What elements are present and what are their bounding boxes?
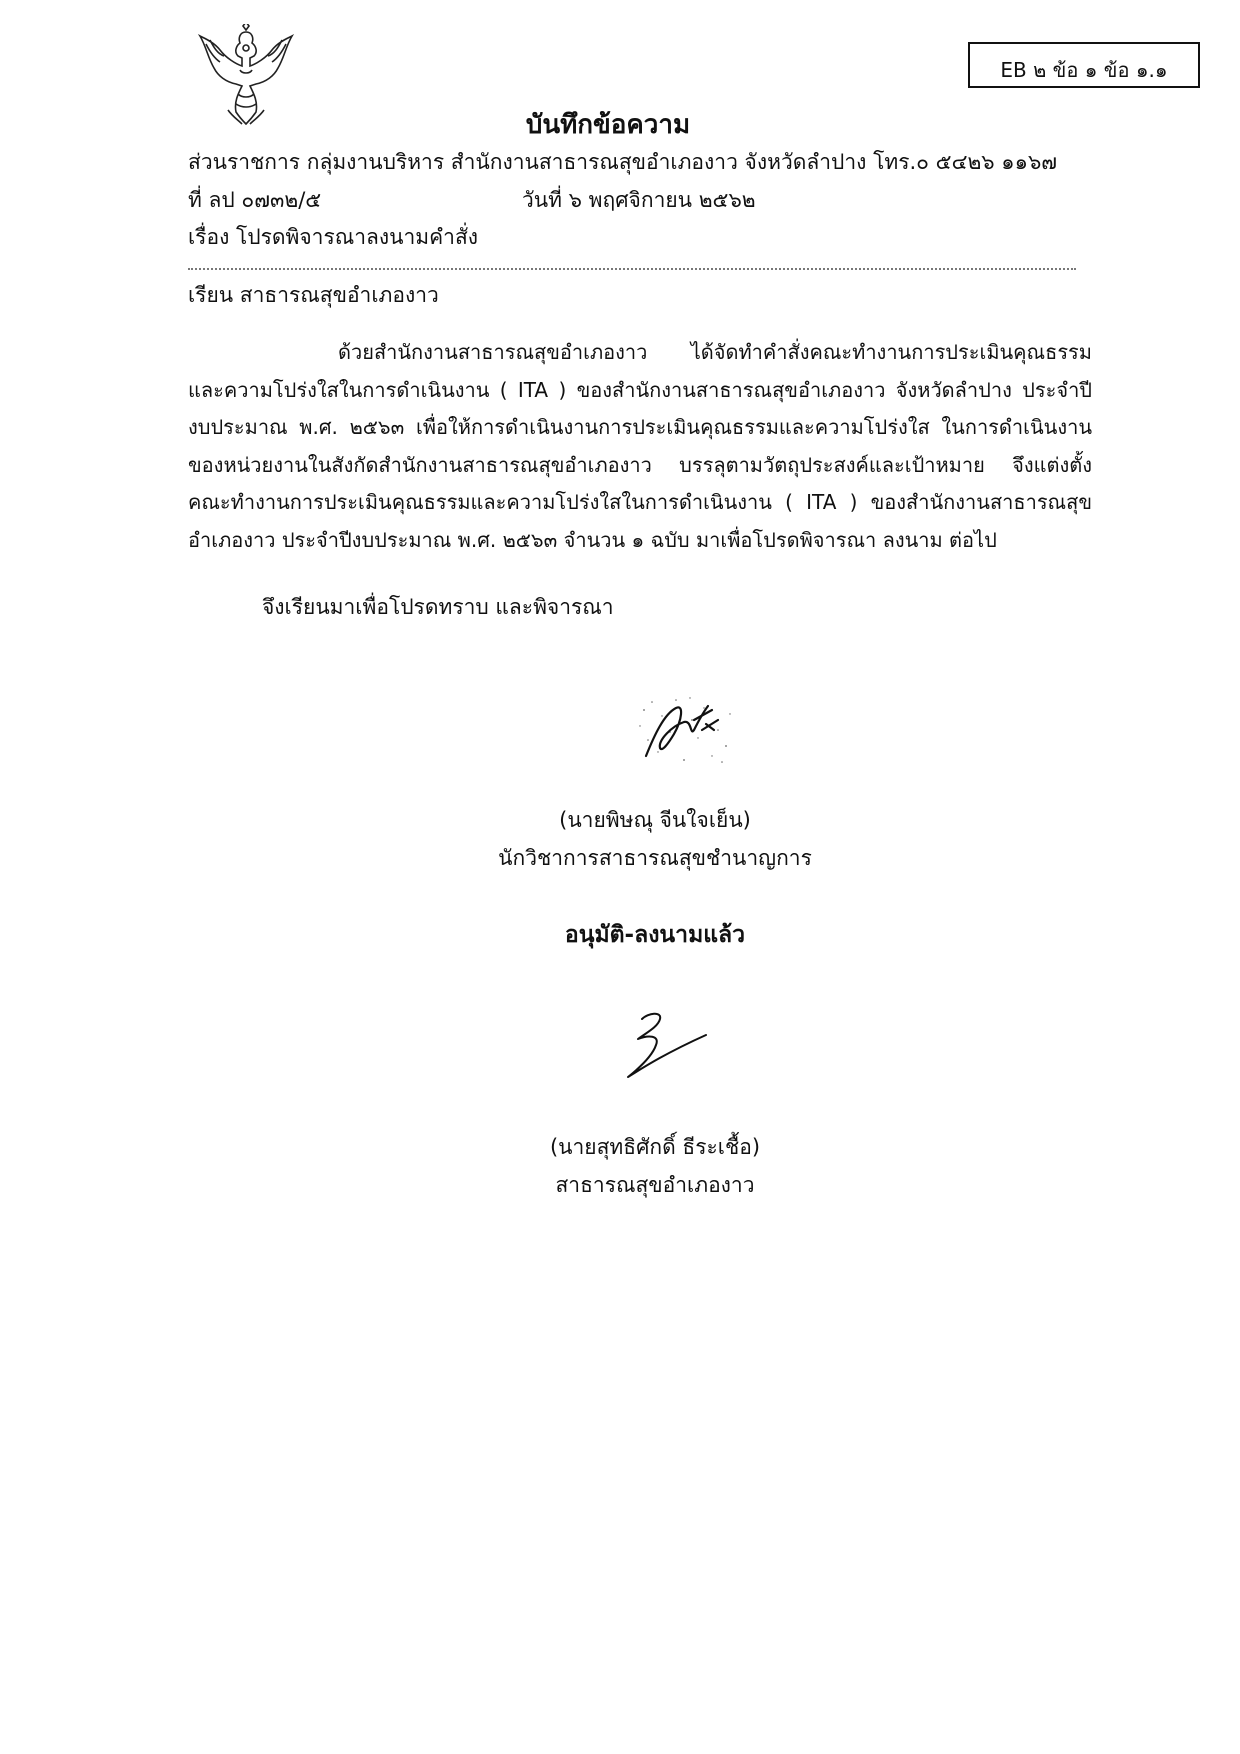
addressee-line: เรียน สาธารณสุขอำเภองาว	[188, 283, 439, 307]
signer-2-position: สาธารณสุขอำเภองาว	[555, 1173, 755, 1197]
memo-title: บันทึกข้อความ	[525, 110, 691, 140]
body-line: อำเภองาว ประจำปีงบประมาณ พ.ศ. ๒๕๖๓ จำนวน ๑ ฉบับ มาเพื่อโปรดพิจารณา ลงนาม ต่อไป	[188, 527, 997, 552]
document-number: ที่ ลป ๐๗๓๒/๕	[188, 188, 322, 212]
body-line: ของหน่วยงานในสังกัดสำนักงานสาธารณสุขอำเภองาว บรรลุตามวัตถุประสงค์และเป้าหมาย จึงแต่งตั้ง	[188, 452, 1092, 477]
signer-1-position: นักวิชาการสาธารณสุขชำนาญการ	[498, 846, 812, 870]
header-divider	[188, 268, 1076, 270]
body-line: และความโปร่งใสในการดำเนินงาน ( ITA ) ของสำนักงานสาธารณสุขอำเภองาว จังหวัดลำปาง ประจำปี	[188, 377, 1092, 402]
body-paragraph	[188, 334, 1092, 559]
body-line: คณะทำงานการประเมินคุณธรรมและความโปร่งใสในการดำเนินงาน ( ITA ) ของสำนักงานสาธารณสุข	[188, 490, 1092, 514]
closing-line: จึงเรียนมาเพื่อโปรดทราบ และพิจารณา	[262, 595, 614, 619]
signer-1-name: (นายพิษณุ จีนใจเย็น)	[559, 808, 751, 832]
body-line: ด้วยสำนักงานสาธารณสุขอำเภองาว ได้จัดทำคำสั่งคณะทำงานการประเมินคุณธรรม	[338, 340, 1092, 364]
reference-code-box	[968, 42, 1200, 88]
approval-note: อนุมัติ-ลงนามแล้ว	[564, 922, 746, 948]
agency-line: ส่วนราชการ กลุ่มงานบริหาร สำนักงานสาธารณสุขอำเภองาว จังหวัดลำปาง โทร.๐ ๕๔๒๖ ๑๑๖๗	[188, 150, 1058, 174]
reference-code: EB ๒ ข้อ ๑ ข้อ ๑.๑	[1000, 58, 1168, 82]
signature-2-icon	[608, 1005, 718, 1085]
subject-line: เรื่อง โปรดพิจารณาลงนามคำสั่ง	[188, 225, 479, 249]
signer-2-name: (นายสุทธิศักดิ์ ธีระเชื้อ)	[549, 1135, 761, 1159]
body-line: งบประมาณ พ.ศ. ๒๕๖๓ เพื่อให้การดำเนินงานการประเมินคุณธรรมและความโปร่งใส ในการดำเนินงาน	[188, 415, 1092, 439]
document-date: วันที่ ๖ พฤศจิกายน ๒๕๖๒	[522, 188, 756, 212]
signature-1-icon	[632, 690, 742, 770]
